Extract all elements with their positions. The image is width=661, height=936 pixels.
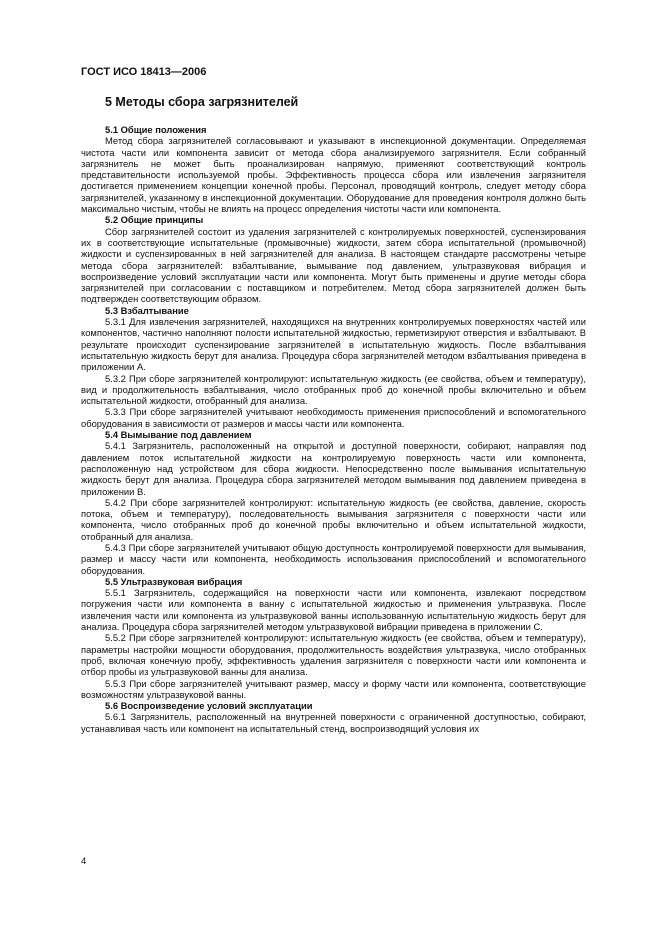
subsection-heading: 5.4 Вымывание под давлением bbox=[105, 429, 252, 441]
paragraph: 5.5.3 При сборе загрязнителей учитывают размер, массу и форму части или компонента, соответствующие возможностям ультразвуковой ванны. bbox=[81, 677, 586, 700]
paragraph: 5.6.1 Загрязнитель, расположенный на внутренней поверхности с ограниченной доступностью, собирают, устанавливая часть или компонент на испытательный стенд, воспроизводящий условия их bbox=[81, 711, 586, 734]
paragraph: 5.5.2 При сборе загрязнителей контролируют: испытательную жидкость (ее свойства, объем и температуру), параметры настройки мощности оборудования, продолжительность воздействия ультразвука, число отобранных проб, включая конечную пробу, эффективность удаления загрязнителя с поверхности части или компонента и отбор пробы из ультразвуковой ванны для анализа. bbox=[81, 632, 586, 678]
subsection-heading: 5.1 Общие положения bbox=[105, 124, 207, 135]
subsection-heading: 5.2 Общие принципы bbox=[105, 214, 204, 226]
subsection-heading: 5.3 Взбалтывание bbox=[105, 304, 189, 316]
paragraph: Метод сбора загрязнителей согласовывают и указывают в инспекционной документации. Определяемая чистота части или компонента зависит от метода сбора анализируемого загрязнителя. Если собранный загрязнитель не может быть проанализирован напрямую, применяют соответствующий контроль представительности используемой пробы. Эффективность процесса сбора или извлечения загрязнителя достигается применением концепции конечной пробы. Персонал, проводящий контроль, следует методу сбора загрязнителей, указанному в инспекционной документации. Оборудование для проведения контроля должно быть максимально чистым, чтобы не влиять на процесс определения чистоты части или компонента. bbox=[81, 135, 586, 215]
paragraph: 5.4.1 Загрязнитель, расположенный на открытой и доступной поверхности, собирают, направляя под давлением поток испытательной жидкости на контролируемую поверхность части или компонента, расположенную над устройством для сбора жидкости. Непосредственно после вымывания испытательную жидкость берут для анализа. Процедура сбора загрязнителей методом вымывания под давлением приведена в приложении В. bbox=[81, 440, 586, 497]
paragraph: 5.3.2 При сборе загрязнителей контролируют: испытательную жидкость (ее свойства, объем и температуру), вид и продолжительность взбалтывания, число отобранных проб до конечной пробы включительно и объем испытательной жидкости, отобранный для анализа. bbox=[81, 372, 586, 407]
section-title: 5 Методы сбора загрязнителей bbox=[105, 95, 299, 109]
document-body bbox=[81, 124, 586, 734]
subsection-heading: 5.6 Воспроизведение условий эксплуатации bbox=[105, 700, 313, 712]
subsection-heading: 5.5 Ультразвуковая вибрация bbox=[105, 575, 243, 587]
paragraph: 5.5.1 Загрязнитель, содержащийся на поверхности части или компонента, извлекают посредством погружения части или компонента в ванну с испытательной жидкостью и применения ультразвука. После извлечения части или компонента из ультразвуковой ванны использованную испытательную жидкость берут для анализа. Процедура сбора загрязнителей методом ультразвуковой вибрации приведена в приложении С. bbox=[81, 587, 586, 633]
paragraph: Сбор загрязнителей состоит из удаления загрязнителей с контролируемых поверхностей, суспензирования их в соответствующие испытательные (промывочные) жидкости, затем сбора испытательной (промывочной) жидкости и суспензированных в ней загрязнителей для анализа. В настоящем стандарте рассмотрены четыре метода сбора загрязнителей: взбалтывание, вымывание под давлением, ультразвуковая вибрация и воспроизведение условий эксплуатации части или компонента. Могут быть применены и другие методы сбора загрязнителей при согласовании с поставщиком и потребителем. Метод сбора загрязнителей должен быть подтвержден соответствующим образом. bbox=[81, 225, 586, 305]
page-number: 4 bbox=[81, 856, 87, 867]
paragraph: 5.4.3 При сборе загрязнителей учитывают общую доступность контролируемой поверхности для вымывания, размер и массу части или компонента, необходимость использования приспособлений и вспомогательного оборудования. bbox=[81, 541, 586, 576]
paragraph: 5.3.3 При сборе загрязнителей учитывают необходимость применения приспособлений и вспомогательного оборудования в зависимости от размеров и массы части или компонента. bbox=[81, 406, 586, 429]
paragraph: 5.3.1 Для извлечения загрязнителей, находящихся на внутренних контролируемых поверхностях частей или компонентов, частично наполняют полости испытательной жидкостью, герметизируют отверстия и взбалтывают. В результате происходит суспензирование загрязнителей в испытательную жидкость. После взбалтывания испытательную жидкость берут для анализа. Процедура сбора загрязнителей методом взбалтывания приведена в приложении А. bbox=[81, 316, 586, 373]
paragraph: 5.4.2 При сборе загрязнителей контролируют: испытательную жидкость (ее свойства, давление, скорость потока, объем и температуру), последовательность вымывания загрязнителя с поверхности части или компонента, число отобранных проб до конечной пробы включительно и объем испытательной жидкости, отобранный для анализа. bbox=[81, 496, 586, 542]
document-header: ГОСТ ИСО 18413—2006 bbox=[81, 66, 207, 78]
